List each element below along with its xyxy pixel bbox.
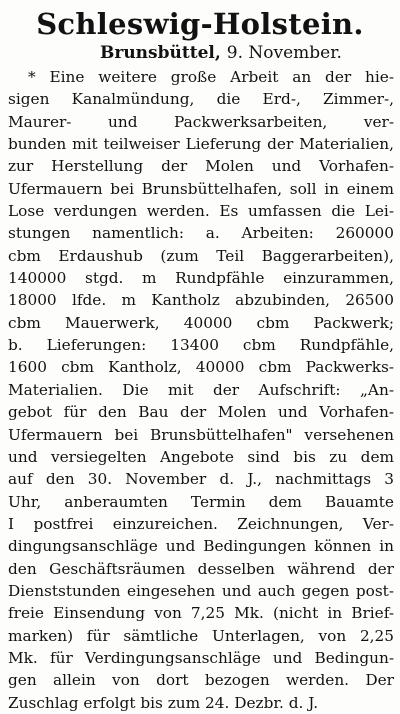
text-line: stungen namentlich: a. Arbeiten: 260000 — [8, 224, 394, 243]
text-line: auf den 30. November d. J., nachmittags 3 — [8, 470, 394, 489]
text-line: Zuschlag erfolgt bis zum 24. Dezbr. d. J. — [8, 693, 319, 712]
text-line: Ufermauern bei Brunsbüttelhafen" versehenen — [8, 425, 394, 444]
text-line: den Geschäftsräumen desselben während der — [8, 559, 394, 578]
dateline-place: Brunsbüttel, — [100, 43, 221, 63]
text-line: I postfrei einzureichen. Zeichnungen, Ver- — [8, 514, 394, 533]
text-line: * Eine weitere große Arbeit an der hie- — [28, 68, 394, 86]
text-line: zur Herstellung der Molen und Vorhafen- — [8, 157, 394, 176]
text-line: 18000 lfde. m Kantholz abzubinden, 26500 — [8, 291, 394, 310]
text-line: 140000 stgd. m Rundpfähle einzurammen, — [8, 269, 394, 288]
text-line: Ufermauern bei Brunsbüttelhafen, soll in einem — [8, 179, 394, 198]
text-line: Uhr, anberaumten Termin dem Bauamte — [8, 492, 394, 511]
text-line: b. Lieferungen: 13400 cbm Rundpfähle, — [8, 336, 394, 355]
article-body — [8, 66, 394, 714]
text-line: Maurer- und Packwerksarbeiten, ver- — [8, 112, 394, 131]
text-line: Materialien. Die mit der Aufschrift: „An- — [8, 380, 394, 399]
text-line: gebot für den Bau der Molen und Vorhafen- — [8, 403, 394, 422]
text-line: dingungsanschläge und Bedingungen können in — [8, 537, 394, 556]
text-line: bunden mit teilweiser Lieferung der Materialien, — [8, 135, 394, 154]
text-line: Lose verdungen werden. Es umfassen die Lei- — [8, 202, 394, 221]
text-line: cbm Erdaushub (zum Teil Baggerarbeiten), — [8, 246, 394, 265]
headline: Schleswig-Holstein. — [36, 7, 364, 41]
text-line: 1600 cbm Kantholz, 40000 cbm Packwerks- — [8, 358, 394, 377]
text-line: cbm Mauerwerk, 40000 cbm Packwerk; — [8, 313, 394, 332]
text-line: Dienststunden eingesehen und auch gegen post- — [8, 581, 394, 600]
text-line: freie Einsendung von 7,25 Mk. (nicht in Brief- — [8, 604, 394, 623]
text-line: sigen Kanalmündung, die Erd-, Zimmer-, — [8, 90, 394, 109]
text-line: gen allein von dort bezogen werden. Der — [8, 671, 394, 690]
dateline-date: 9. November. — [226, 43, 342, 63]
text-line: Mk. für Verdingungsanschläge und Bedingun- — [8, 648, 394, 667]
text-line: und versiegelten Angebote sind bis zu dem — [8, 447, 394, 466]
text-line: marken) für sämtliche Unterlagen, von 2,25 — [8, 626, 394, 645]
dateline — [100, 42, 342, 64]
